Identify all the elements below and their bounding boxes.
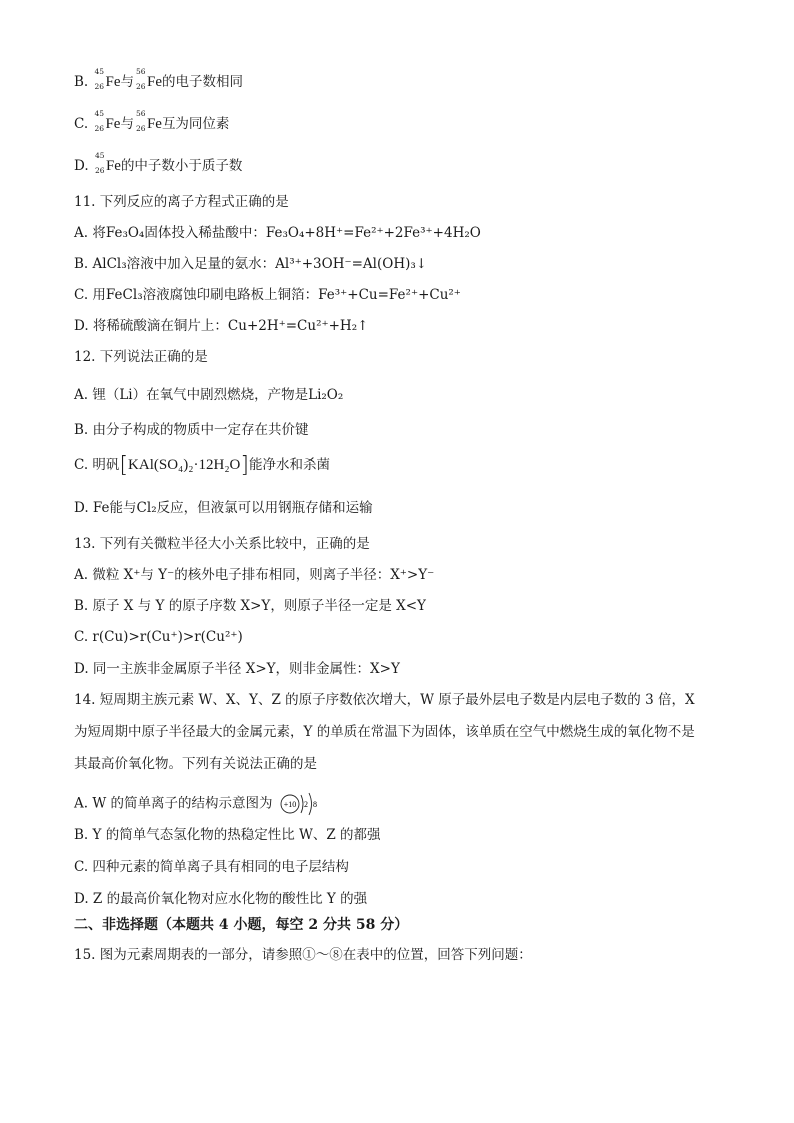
q14-stem-line2: 为短周期中原子半径最大的金属元素，Y 的单质在常温下为固体，该单质在空气中燃烧生成的氧化物不是: [74, 724, 695, 740]
isotope-notation: 45 26: [94, 66, 105, 91]
left-bracket: [: [119, 453, 129, 478]
isotope-notation: 45 26: [94, 150, 105, 175]
q14-stem-line3: 其最高价氧化物。下列有关说法正确的是: [74, 756, 317, 772]
q13-option-c: C. r(Cu)>r(Cu⁺)>r(Cu²⁺): [74, 629, 243, 645]
q11-option-b: B. AlCl₃溶液中加入足量的氨水：Al³⁺+3OH⁻=Al(OH)₃↓: [74, 256, 428, 272]
shell2-electrons: 8: [312, 800, 317, 809]
right-bracket: ]: [240, 453, 249, 478]
q11-stem: 11. 下列反应的离子方程式正确的是: [74, 194, 289, 210]
q12-stem: 12. 下列说法正确的是: [74, 349, 208, 365]
q11-option-c: C. 用FeCl₃溶液腐蚀印刷电路板上铜箔：Fe³⁺+Cu=Fe²⁺+Cu²⁺: [74, 287, 461, 303]
q13-option-b: B. 原子 X 与 Y 的原子序数 X>Y，则原子半径一定是 X<Y: [74, 598, 426, 614]
alum-formula: KAl(SO₄)₂·12H₂O: [128, 457, 241, 473]
q13-stem: 13. 下列有关微粒半径大小关系比较中，正确的是: [74, 536, 370, 552]
nucleus-charge: +10: [283, 800, 297, 809]
q15-stem: 15. 图为元素周期表的一部分，请参照①～⑧在表中的位置，回答下列问题：: [74, 947, 532, 963]
q11-option-a: A. 将Fe₃O₄固体投入稀盐酸中：Fe₃O₄+8H⁺=Fe²⁺+2Fe³⁺+4H₂O: [74, 225, 481, 241]
section-title: 二、非选择题（本题共 4 小题，每空 2 分共 58 分）: [74, 917, 409, 933]
q14-option-c: C. 四种元素的简单离子具有相同的电子层结构: [74, 859, 349, 875]
q14-option-a: A. W 的简单离子的结构示意图为 +10 2 8: [74, 791, 321, 817]
option-label: B.: [74, 74, 89, 90]
isotope-notation: 56 26: [136, 66, 146, 91]
q14-option-b: B. Y 的简单气态氢化物的热稳定性比 W、Z 的都强: [74, 827, 381, 843]
q12-option-b: B. 由分子构成的物质中一定存在共价键: [74, 422, 309, 438]
q13-option-d: D. 同一主族非金属原子半径 X>Y，则非金属性：X>Y: [74, 661, 400, 677]
q12-option-d: D. Fe能与Cl₂反应，但液氯可以用钢瓶存储和运输: [74, 500, 373, 516]
ion-structure-diagram: [279, 791, 321, 817]
shell1-electrons: 2: [303, 800, 308, 809]
isotope-notation: 45 26: [94, 108, 104, 133]
q14-stem-line1: 14. 短周期主族元素 W、X、Y、Z 的原子序数依次增大，W 原子最外层电子数是内层电子数的 3 倍，X: [74, 692, 695, 708]
q14-option-d: D. Z 的最高价氧化物对应水化物的酸性比 Y 的强: [74, 891, 368, 907]
q10-option-c: C. 45 26 Fe与 56 26 Fe互为同位素: [74, 108, 230, 133]
q11-option-d: D. 将稀硫酸滴在铜片上：Cu+2H⁺=Cu²⁺+H₂↑: [74, 318, 369, 334]
q12-option-c: C. 明矾[KAl(SO₄)₂·12H₂O]能净水和杀菌: [74, 453, 330, 478]
isotope-notation: 56 26: [135, 108, 146, 133]
q10-option-b: B. 45 26 Fe与 56 26 Fe的电子数相同: [74, 66, 244, 91]
q13-option-a: A. 微粒 X⁺与 Y⁻的核外电子排布相同，则离子半径：X⁺>Y⁻: [74, 567, 435, 583]
q12-option-a: A. 锂（Li）在氧气中剧烈燃烧，产物是Li₂O₂: [74, 387, 344, 403]
q10-option-d: D. 45 26 Fe的中子数小于质子数: [74, 150, 243, 175]
